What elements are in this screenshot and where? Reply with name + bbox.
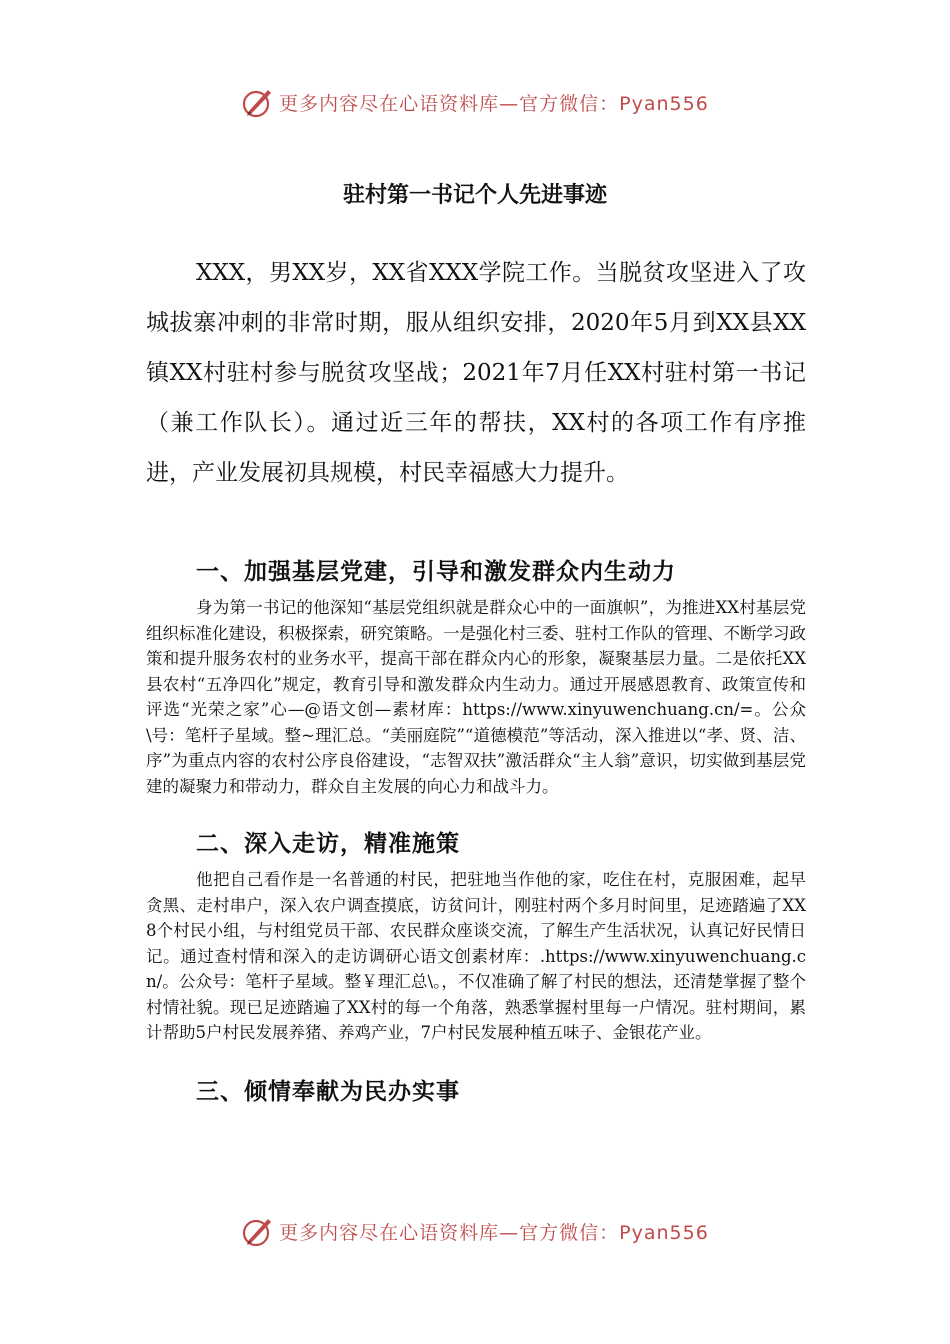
section-heading-3: 三、倾情奉献为民办实事	[196, 1078, 460, 1105]
section-heading-2: 二、深入走访，精准施策	[196, 830, 460, 857]
banner-text: 更多内容尽在心语资料库—官方微信：Pyan556	[279, 92, 709, 115]
section-body-1: 身为第一书记的他深知“基层党组织就是群众心中的一面旗帜”，为推进XX村基层党组织标准化建设，积极探索，研究策略。一是强化村三委、驻村工作队的管理、不断学习政策和提升服务农村的业务水平，提高干部在群众内心的形象，凝聚基层力量。二是依托XX县农村“五净四化”规定，教育引导和激发群众内生动力。通过开展感恩教育、政策宣传和评选“光荣之家”心—@语文创—素材库：https://www.xinyuwenchuang.cn/=。公众\号：笔杆子星域。整~理汇总。“美丽庭院”“道德模范”等活动，深入推进以“孝、贤、洁、序”为重点内容的农村公序良俗建设，“志智双扶”激活群众“主人翁”意识，切实做到基层党建的凝聚力和带动力，群众自主发展的向心力和战斗力。	[146, 598, 806, 796]
header-watermark-banner	[0, 82, 950, 122]
pen-quill-icon	[241, 85, 275, 119]
section-heading-1: 一、加强基层党建，引导和激发群众内生动力	[196, 558, 676, 585]
section-body-2: 他把自己看作是一名普通的村民，把驻地当作他的家，吃住在村，克服困难，起早贪黑、走村串户，深入农户调查摸底，访贫问计，刚驻村两个多月时间里，足迹踏遍了XX 8个村民小组，与村组党员干部、农民群众座谈交流，了解生产生活状况，认真记好民情日记。通过查村情和深入的走访调研心语文创素材库：.https://www.xinyuwenchuang.cn/。公众号：笔杆子星域。整￥理汇总\。，不仅准确了解了村民的想法，还清楚掌握了整个村情社貌。现已足迹踏遍了XX村的每一个角落，熟悉掌握村里每一户情况。驻村期间，累计帮助5户村民发展养猪、养鸡产业，7户村民发展种植五味子、金银花产业。	[146, 870, 806, 1042]
banner-text: 更多内容尽在心语资料库—官方微信：Pyan556	[279, 1221, 709, 1244]
pen-quill-icon	[241, 1214, 275, 1248]
intro-paragraph: XXX，男XX岁，XX省XXX学院工作。当脱贫攻坚进入了攻城拔寨冲刺的非常时期，服从组织安排，2020年5月到XX县XX镇XX村驻村参与脱贫攻坚战；2021年7月任XX村驻村第一书记（兼工作队长）。通过近三年的帮扶，XX村的各项工作有序推进，产业发展初具规模，村民幸福感大力提升。	[146, 260, 806, 486]
footer-watermark-banner	[0, 1211, 950, 1251]
document-title: 驻村第一书记个人先进事迹	[342, 182, 607, 208]
